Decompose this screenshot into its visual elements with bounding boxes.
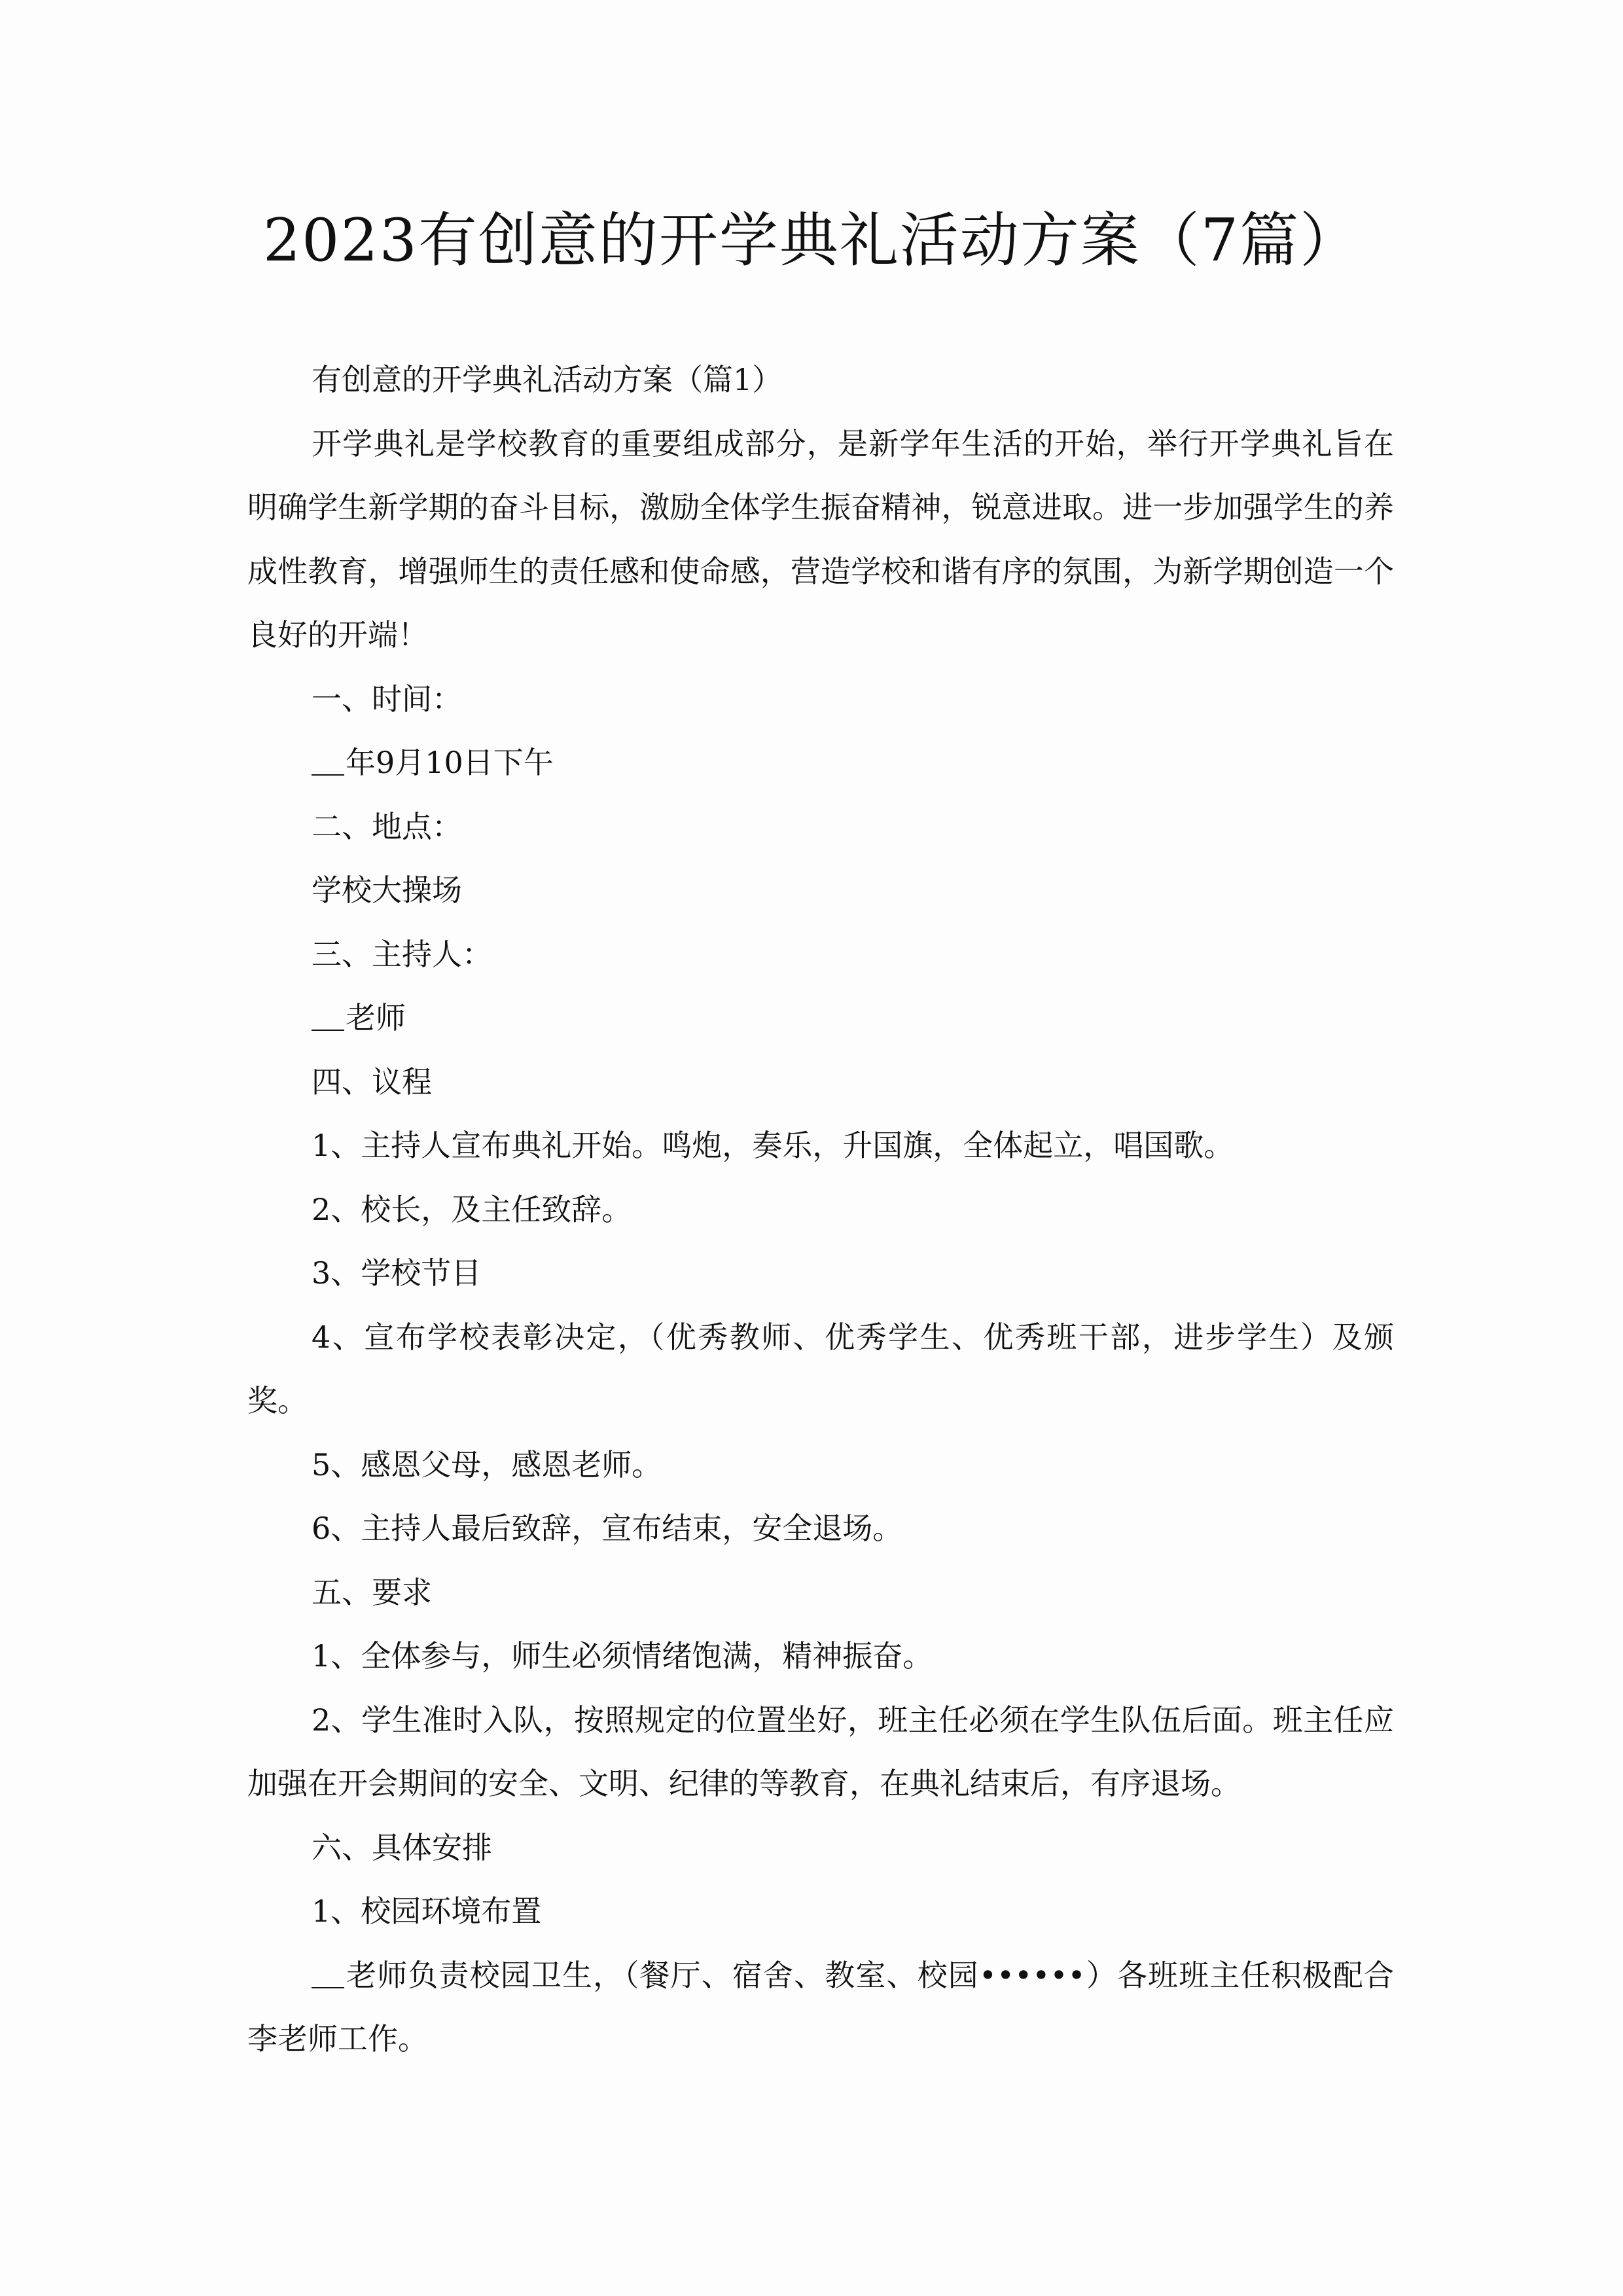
paragraph-text: 1、全体参与，师生必须情绪饱满，精神振奋。 <box>312 1638 933 1674</box>
agenda-item <box>247 1497 1394 1561</box>
paragraph-text: 3、学校节目 <box>312 1255 482 1291</box>
agenda-item <box>247 1242 1394 1306</box>
agenda-item <box>247 1433 1394 1498</box>
location-value <box>247 859 1394 923</box>
arrangement-detail <box>247 1944 1394 2072</box>
paragraph-text: 五、要求 <box>312 1574 432 1610</box>
heading-requirements <box>247 1561 1394 1625</box>
document-title: 2023有创意的开学典礼活动方案（7篇） <box>262 206 1361 275</box>
paragraph-text: 开学典礼是学校教育的重要组成部分，是新学年生活的开始，举行开学典礼旨在明确学生新学期的奋斗目标，激励全体学生振奋精神，锐意进取。进一步加强学生的养成性教育，增强师生的责任感和使命感，营造学校和谐有序的氛围，为新学期创造一个良好的开端！ <box>247 425 1394 653</box>
paragraph-text: 5、感恩父母，感恩老师。 <box>312 1446 662 1482</box>
arrangement-subheading <box>247 1880 1394 1944</box>
fill-in-blank <box>312 1030 344 1031</box>
heading-agenda <box>247 1050 1394 1115</box>
paragraph-text: 二、地点： <box>312 808 462 844</box>
paragraph-text: 四、议程 <box>312 1064 432 1100</box>
requirement-item <box>247 1624 1394 1689</box>
paragraph-text: 1、主持人宣布典礼开始。鸣炮，奏乐，升国旗，全体起立，唱国歌。 <box>312 1128 1234 1163</box>
paragraph-text: 年9月10日下午 <box>346 745 554 780</box>
paragraph-text: 有创意的开学典礼活动方案（篇1） <box>312 362 783 397</box>
fill-in-blank <box>312 1987 344 1988</box>
paragraph-text: 老师负责校园卫生，（餐厅、宿舍、教室、校园••••••）各班班主任积极配合李老师工作。 <box>247 1957 1394 2056</box>
requirement-item <box>247 1689 1394 1816</box>
host-value <box>247 986 1394 1050</box>
agenda-item <box>247 1306 1394 1433</box>
document-body <box>247 348 1394 2072</box>
time-value <box>247 731 1394 795</box>
paragraph-text: 6、主持人最后致辞，宣布结束，安全退场。 <box>312 1511 903 1546</box>
paragraph-text: 老师 <box>346 1000 406 1035</box>
paragraph-text: 2、校长，及主任致辞。 <box>312 1191 632 1227</box>
paragraph-text: 2、学生准时入队，按照规定的位置坐好，班主任必须在学生队伍后面。班主任应加强在开会期间的安全、文明、纪律的等教育，在典礼结束后，有序退场。 <box>247 1702 1394 1801</box>
heading-host <box>247 923 1394 987</box>
paragraph-text: 4、宣布学校表彰决定，（优秀教师、优秀学生、优秀班干部，进步学生）及颁奖。 <box>247 1319 1394 1418</box>
agenda-item <box>247 1178 1394 1242</box>
heading-arrangements <box>247 1816 1394 1880</box>
paragraph-text: 一、时间： <box>312 681 462 717</box>
heading-location <box>247 795 1394 859</box>
paragraph-text: 六、具体安排 <box>312 1829 492 1865</box>
section-heading <box>247 348 1394 412</box>
fill-in-blank <box>312 774 344 776</box>
paragraph-text: 1、校园环境布置 <box>312 1893 542 1929</box>
agenda-item <box>247 1114 1394 1178</box>
paragraph-text: 三、主持人： <box>312 936 492 972</box>
heading-time <box>247 668 1394 732</box>
paragraph-text: 学校大操场 <box>312 872 462 908</box>
intro-paragraph <box>247 412 1394 668</box>
